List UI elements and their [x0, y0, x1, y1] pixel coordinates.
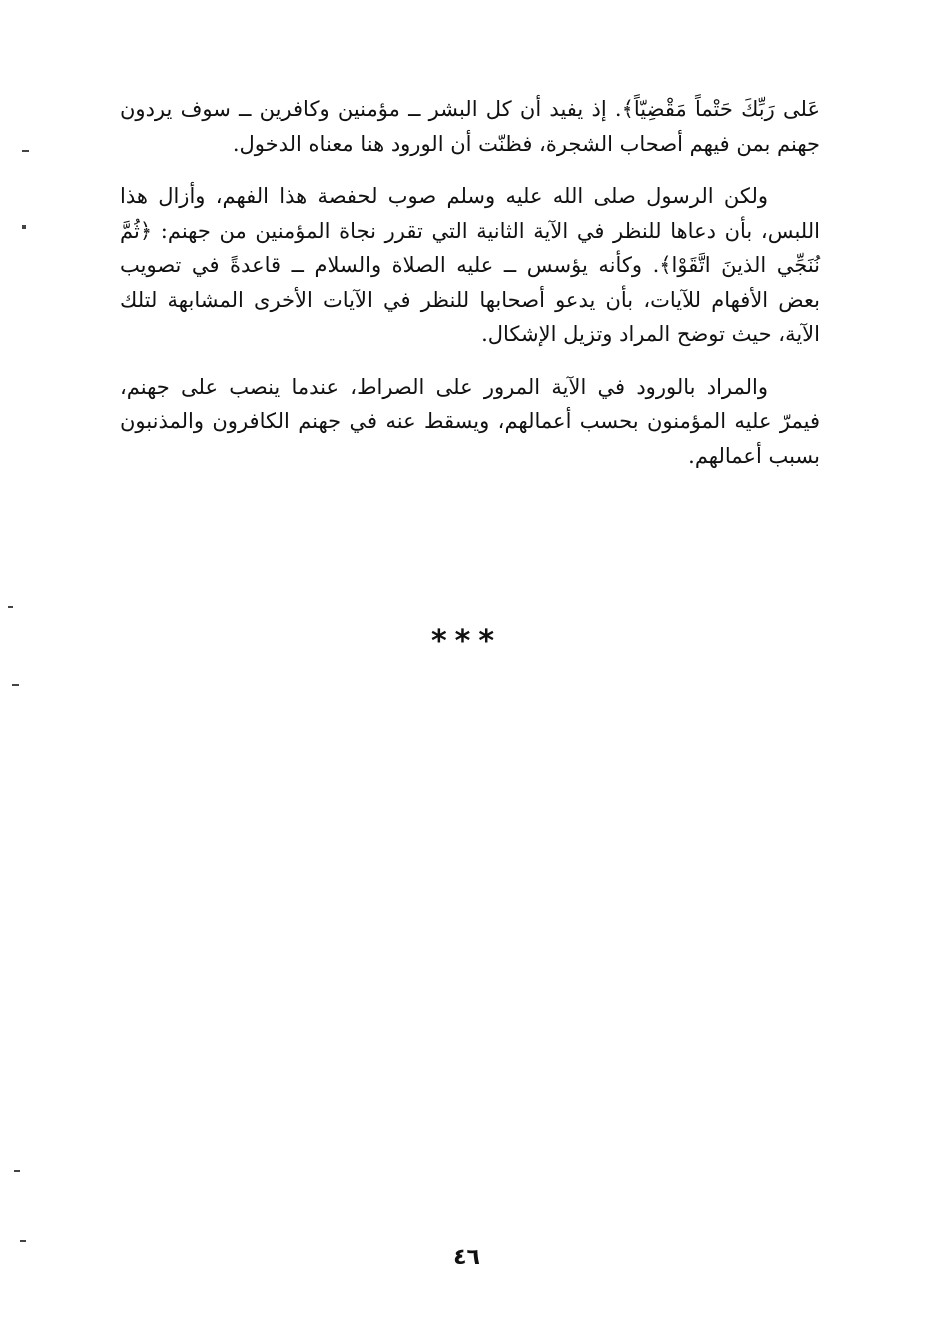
scan-mark	[22, 150, 29, 152]
section-separator: ***	[430, 624, 503, 659]
paragraph-2: ولكن الرسول صلى الله عليه وسلم صوب لحفصة هذا الفهم، وأزال هذا اللبس، بأن دعاها للنظر في الآية الثانية التي تقرر نجاة المؤمنين من جهنم: ﴿ثُمَّ نُنَجِّي الذينَ اتَّقَوْا﴾. وكأنه يؤسس ــ عليه الصلاة والسلام ــ قاعدةً في تصويب بعض الأفهام للآيات، بأن يدعو أصحابها للنظر في الآيات الأخرى المشابهة لتلك الآية، حيث توضح المراد وتزيل الإشكال.	[120, 184, 820, 346]
scan-mark	[8, 606, 13, 608]
scan-mark	[20, 1240, 26, 1242]
scan-mark	[22, 225, 26, 229]
scan-mark	[12, 684, 19, 686]
page-number: ٤٦	[453, 1245, 480, 1270]
paragraph-3: والمراد بالورود في الآية المرور على الصراط، عندما ينصب على جهنم، فيمرّ عليه المؤمنون بحسب أعمالهم، ويسقط عنه في جهنم الكافرون والمذنبون بسبب أعمالهم.	[120, 374, 820, 468]
scan-mark	[14, 1170, 20, 1172]
paragraph-1: عَلى رَبِّكَ حَتْماً مَقْضِيّاً﴾. إذ يفيد أن كل البشر ــ مؤمنين وكافرين ــ سوف يردون جهنم بمن فيهم أصحاب الشجرة، فظنّت أن الورود هنا معناه الدخول.	[120, 97, 820, 156]
body-text	[120, 92, 820, 491]
